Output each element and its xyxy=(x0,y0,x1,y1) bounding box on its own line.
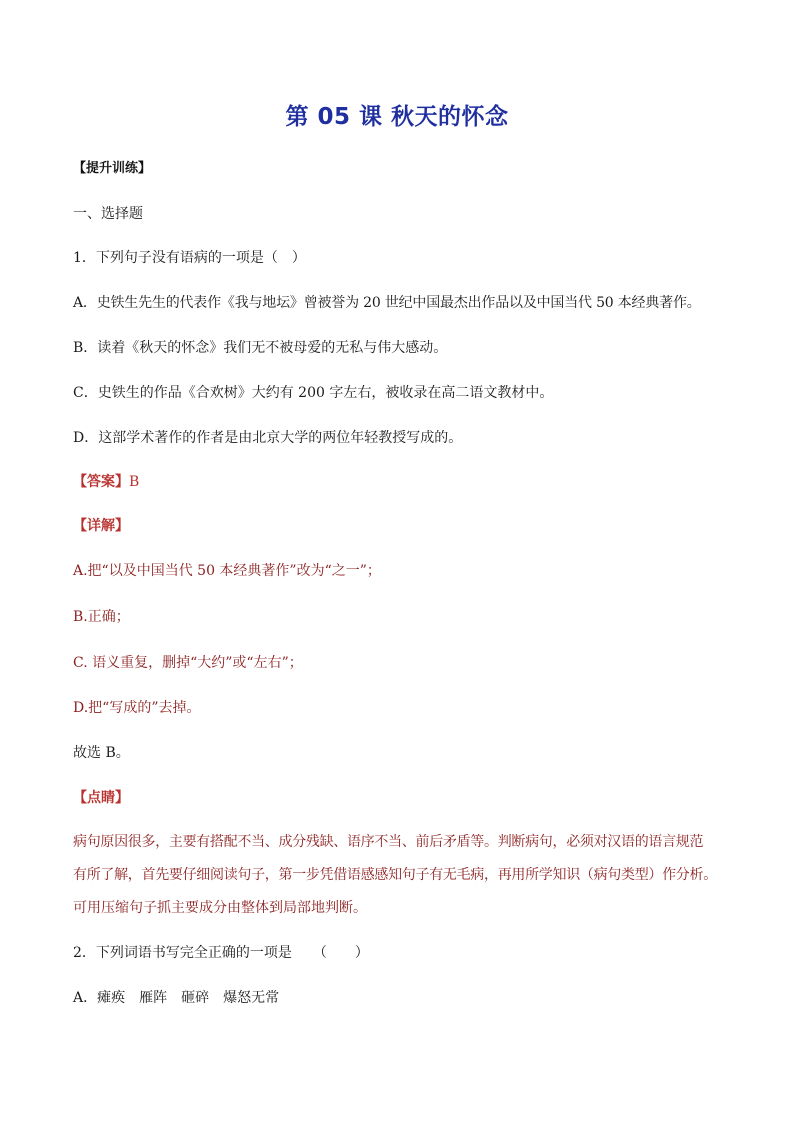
answer-line xyxy=(73,472,734,492)
comment-line-3: 可用压缩句子抓主要成分由整体到局部地判断。 xyxy=(73,900,367,916)
detail-line-d: D.把“写成的”去掉。 xyxy=(73,700,201,716)
comment-line-2: 有所了解，首先要仔细阅读句子，第一步凭借语感感知句子有无毛病，再用所学知识（病句类型）作分析。 xyxy=(73,867,717,883)
detail-line-b: B.正确； xyxy=(73,609,130,625)
question-1-stem: 1．下列句子没有语病的一项是（ ） xyxy=(73,250,306,266)
answer-label: 【答案】 xyxy=(73,474,129,490)
part-heading: 一、选择题 xyxy=(73,206,143,222)
answer-value: B xyxy=(129,474,140,490)
conclusion-line: 故选 B。 xyxy=(73,745,130,761)
question-1-option-c: C．史铁生的作品《合欢树》大约有 200 字左右，被收录在高二语文教材中。 xyxy=(73,385,554,401)
comment-line-1: 病句原因很多，主要有搭配不当、成分残缺、语序不当、前后矛盾等。判断病句，必须对汉语的语言规范 xyxy=(73,834,704,850)
question-1-option-a: A．史铁生先生的代表作《我与地坛》曾被誉为 20 世纪中国最杰出作品以及中国当代 50 本经典著作。 xyxy=(73,295,701,311)
detail-label: 【详解】 xyxy=(73,518,129,534)
detail-line-a: A.把“以及中国当代 50 本经典著作”改为“之一”； xyxy=(73,563,381,579)
question-1-option-b: B．读着《秋天的怀念》我们无不被母爱的无私与伟大感动。 xyxy=(73,340,448,356)
question-2-stem: 2．下列词语书写完全正确的一项是 （ ） xyxy=(73,945,369,961)
question-2-option-a: A．瘫痪 雁阵 砸碎 爆怒无常 xyxy=(73,990,280,1006)
section-tag: 【提升训练】 xyxy=(73,161,152,176)
detail-line-c: C. 语义重复，删掉“大约”或“左右”； xyxy=(73,655,303,671)
page-title: 第 05 课 秋天的怀念 xyxy=(285,104,509,130)
question-1-option-d: D．这部学术著作的作者是由北京大学的两位年轻教授写成的。 xyxy=(73,430,463,446)
comment-label: 【点睛】 xyxy=(73,790,129,806)
